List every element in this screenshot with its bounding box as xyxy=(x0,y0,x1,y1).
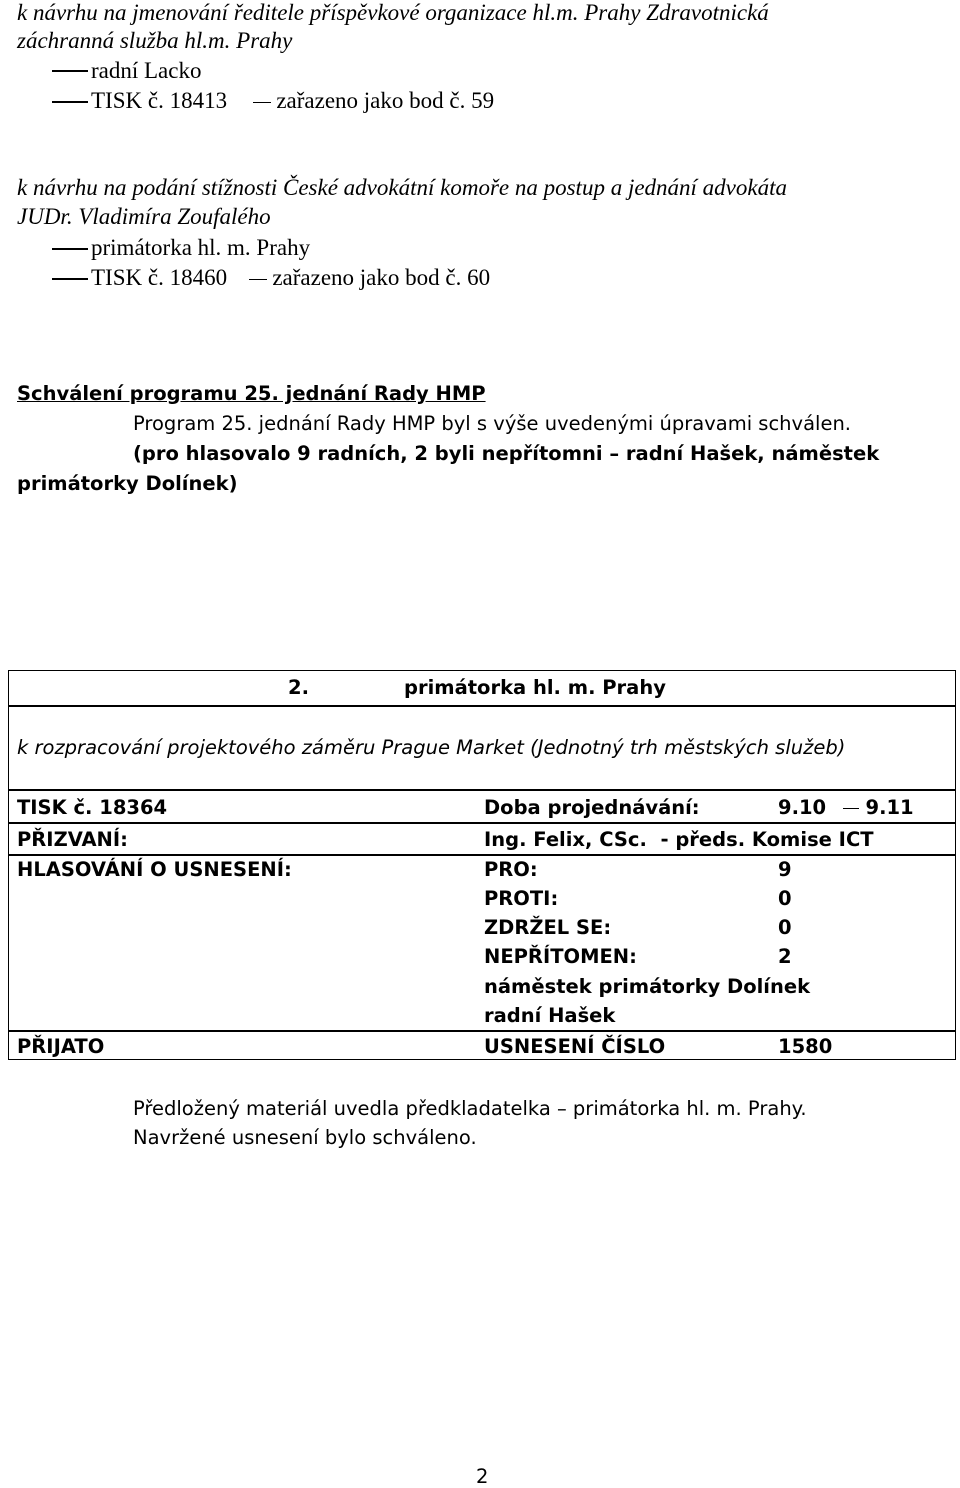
tisk-label: TISK č. 18364 xyxy=(17,796,168,819)
resolution-number: 1580 xyxy=(778,1035,833,1058)
table-divider xyxy=(8,854,956,856)
time-range xyxy=(778,796,914,819)
dash-marker xyxy=(52,278,88,280)
invited-value: Ing. Felix, CSc. - předs. Komise ICT xyxy=(484,828,874,851)
vote-pro-value: 9 xyxy=(778,858,792,881)
item60-tisk-number: TISK č. 18460 xyxy=(91,265,228,290)
page-number: 2 xyxy=(476,1465,489,1488)
program-vote-line1: (pro hlasovalo 9 radních, 2 byli nepřítomni – radní Hašek, náměstek xyxy=(133,442,880,465)
time-to: 9.11 xyxy=(865,796,914,819)
item59-presenter: radní Lacko xyxy=(91,58,202,83)
voting-label: HLASOVÁNÍ O USNESENÍ: xyxy=(17,858,292,881)
item59-position: zařazeno jako bod č. 59 xyxy=(276,88,495,113)
item60-presenter: primátorka hl. m. Prahy xyxy=(91,235,311,260)
vote-pro-label: PRO: xyxy=(484,858,538,881)
dash-marker xyxy=(253,102,271,104)
dash-marker xyxy=(52,248,88,250)
agenda-item-number: 2. xyxy=(288,676,309,699)
program-heading: Schválení programu 25. jednání Rady HMP xyxy=(17,382,486,405)
note-line1: Předložený materiál uvedla předkladatelka – primátorka hl. m. Prahy. xyxy=(133,1097,807,1120)
resolution-label: USNESENÍ ČÍSLO xyxy=(484,1035,666,1058)
table-divider xyxy=(8,789,956,791)
agenda-item-presenter: primátorka hl. m. Prahy xyxy=(404,676,666,699)
item60-position: zařazeno jako bod č. 60 xyxy=(272,265,491,290)
table-divider xyxy=(8,822,956,824)
dash-marker xyxy=(843,808,859,810)
dash-marker xyxy=(52,101,88,103)
vote-zdrzel-label: ZDRŽEL SE: xyxy=(484,916,612,939)
program-vote-line2: primátorky Dolínek) xyxy=(17,472,238,495)
dash-marker xyxy=(249,279,267,281)
invited-label: PŘIZVANÍ: xyxy=(17,828,128,851)
absent-member-1: náměstek primátorky Dolínek xyxy=(484,975,811,998)
time-label: Doba projednávání: xyxy=(484,796,700,819)
item60-subject-line2: JUDr. Vladimíra Zoufalého xyxy=(17,204,271,229)
absent-member-2: radní Hašek xyxy=(484,1004,616,1027)
agenda-item-subject: k rozpracování projektového záměru Prague Market (Jednotný trh městských služeb) xyxy=(17,736,846,759)
vote-proti-value: 0 xyxy=(778,887,792,910)
item59-subject-line1: k návrhu na jmenování ředitele příspěvkové organizace hl.m. Prahy Zdravotnická xyxy=(17,0,769,25)
item59-tisk-number: TISK č. 18413 xyxy=(91,88,228,113)
vote-proti-label: PROTI: xyxy=(484,887,559,910)
item59-tisk xyxy=(91,88,494,114)
result-label: PŘIJATO xyxy=(17,1035,105,1058)
time-from: 9.10 xyxy=(778,796,827,819)
program-approval-text: Program 25. jednání Rady HMP byl s výše uvedenými úpravami schválen. xyxy=(133,412,852,435)
dash-marker xyxy=(52,70,88,72)
note-line2: Navržené usnesení bylo schváleno. xyxy=(133,1126,477,1149)
vote-absent-value: 2 xyxy=(778,945,792,968)
vote-zdrzel-value: 0 xyxy=(778,916,792,939)
table-divider xyxy=(8,1030,956,1032)
item59-subject-line2: záchranná služba hl.m. Prahy xyxy=(17,28,293,53)
item60-subject-line1: k návrhu na podání stížnosti České advokátní komoře na postup a jednání advokáta xyxy=(17,175,787,200)
table-divider xyxy=(8,705,956,707)
item60-tisk xyxy=(91,265,490,291)
vote-absent-label: NEPŘÍTOMEN: xyxy=(484,945,637,968)
